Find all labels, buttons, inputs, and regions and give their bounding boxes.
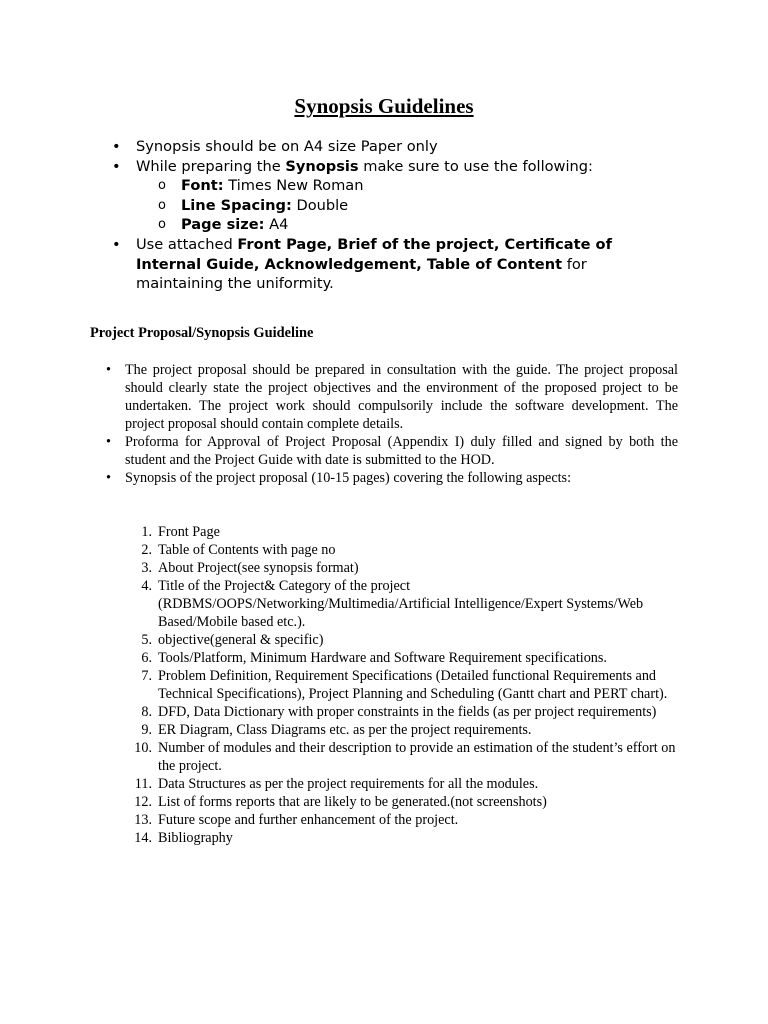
numbered-item [126,775,686,793]
list-item-text-post: make sure to use the following: [358,157,593,175]
proposal-bullet-list [106,361,678,487]
page-title: Synopsis Guidelines [294,94,474,118]
sublist-item-value: Times New Roman [223,177,364,195]
sublist-item-value: A4 [264,216,289,234]
numbered-item [126,559,686,577]
item-text: Title of the Project& Category of the project (RDBMS/OOPS/Networking/Multimedia/Artificial Intelligence/Expert Systems/Web Based/Mobile based etc.). [158,578,644,630]
aspects-numbered-list [126,523,686,847]
item-number: 4. [141,578,152,594]
list-item [106,469,678,487]
item-number: 1. [141,524,152,540]
item-text: List of forms reports that are likely to be generated.(not screenshots) [158,794,547,810]
sublist-item-label: Line Spacing: [181,196,292,214]
item-text: Bibliography [158,830,233,846]
numbered-item [126,541,686,559]
item-number: 13. [134,812,152,828]
sublist-item-label: Page size: [181,216,265,234]
numbered-item [126,739,686,775]
bullet-icon: • [112,138,121,155]
circle-bullet-icon: o [158,197,166,213]
section-heading: Project Proposal/Synopsis Guideline [90,325,314,341]
numbered-item [126,793,686,811]
bullet-icon: • [112,157,121,175]
numbered-item [126,721,686,739]
item-number: 7. [141,668,152,684]
item-number: 12. [134,794,152,810]
item-text: About Project(see synopsis format) [158,560,359,576]
item-text: Future scope and further enhancement of the project. [158,812,459,828]
list-item-text: The project proposal should be prepared in consultation with the guide. The project proposal should clearly state the project objectives and the environment of the proposed project to be undertaken. The project work should compulsorily include the software development. The project proposal should contain complete details. [125,362,678,432]
list-item-text: Synopsis should be on A4 size Paper only [136,138,438,155]
item-text: objective(general & specific) [158,632,324,648]
list-item [112,137,672,157]
list-item-text: Synopsis of the project proposal (10-15 pages) covering the following aspects: [125,470,572,486]
list-item-text-post: for maintaining the uniformity. [136,255,587,293]
numbered-item [126,649,686,667]
item-text: Tools/Platform, Minimum Hardware and Software Requirement specifications. [158,650,607,666]
item-text: ER Diagram, Class Diagrams etc. as per the project requirements. [158,722,532,738]
sublist-item [158,176,672,196]
list-item-text-bold: Synopsis [285,157,359,175]
numbered-item [126,523,686,541]
circle-bullet-icon: o [158,178,166,194]
item-text: DFD, Data Dictionary with proper constraints in the fields (as per project requirements) [158,704,657,720]
item-number: 10. [134,740,152,756]
sublist-item-label: Font: [181,177,224,195]
list-item [106,361,678,433]
list-item-text-pre: While preparing the [136,157,286,175]
item-text: Problem Definition, Requirement Specifications (Detailed functional Requirements and Technical Specifications), Project Planning and Scheduling (Gantt chart and PERT chart). [158,668,668,702]
numbered-item [126,829,686,847]
bullet-icon: • [112,235,121,253]
item-number: 5. [141,632,152,648]
synopsis-guidelines-list [112,137,672,294]
numbered-item [126,811,686,829]
list-item-text-pre: Use attached [136,235,238,253]
bullet-icon: • [106,470,111,486]
circle-bullet-icon: o [158,217,166,233]
numbered-item [126,703,686,721]
list-item [112,235,672,294]
format-sublist [158,176,672,235]
item-text: Front Page [158,524,220,540]
item-text: Data Structures as per the project requirements for all the modules. [158,776,539,792]
bullet-icon: • [106,362,111,378]
item-number: 11. [134,776,152,792]
item-number: 2. [141,542,152,558]
item-number: 3. [141,560,152,576]
item-number: 9. [141,722,152,738]
list-item-text: Proforma for Approval of Project Proposal (Appendix I) duly filled and signed by both the student and the Project Guide with date is submitted to the HOD. [125,434,678,468]
list-item [112,157,672,235]
numbered-item [126,577,686,631]
numbered-item [126,631,686,649]
item-text: Number of modules and their description to provide an estimation of the student’s effort on the project. [158,740,676,774]
numbered-item [126,667,686,703]
list-item [106,433,678,469]
item-number: 6. [141,650,152,666]
item-number: 14. [134,830,152,846]
sublist-item [158,196,672,216]
item-text: Table of Contents with page no [158,542,336,558]
sublist-item-value: Double [291,196,349,214]
list-item-text-bold: Front Page, Brief of the project, Certificate of Internal Guide, Acknowledgement, Table of Content [136,235,612,273]
sublist-item [158,215,672,235]
item-number: 8. [141,704,152,720]
bullet-icon: • [106,434,111,450]
